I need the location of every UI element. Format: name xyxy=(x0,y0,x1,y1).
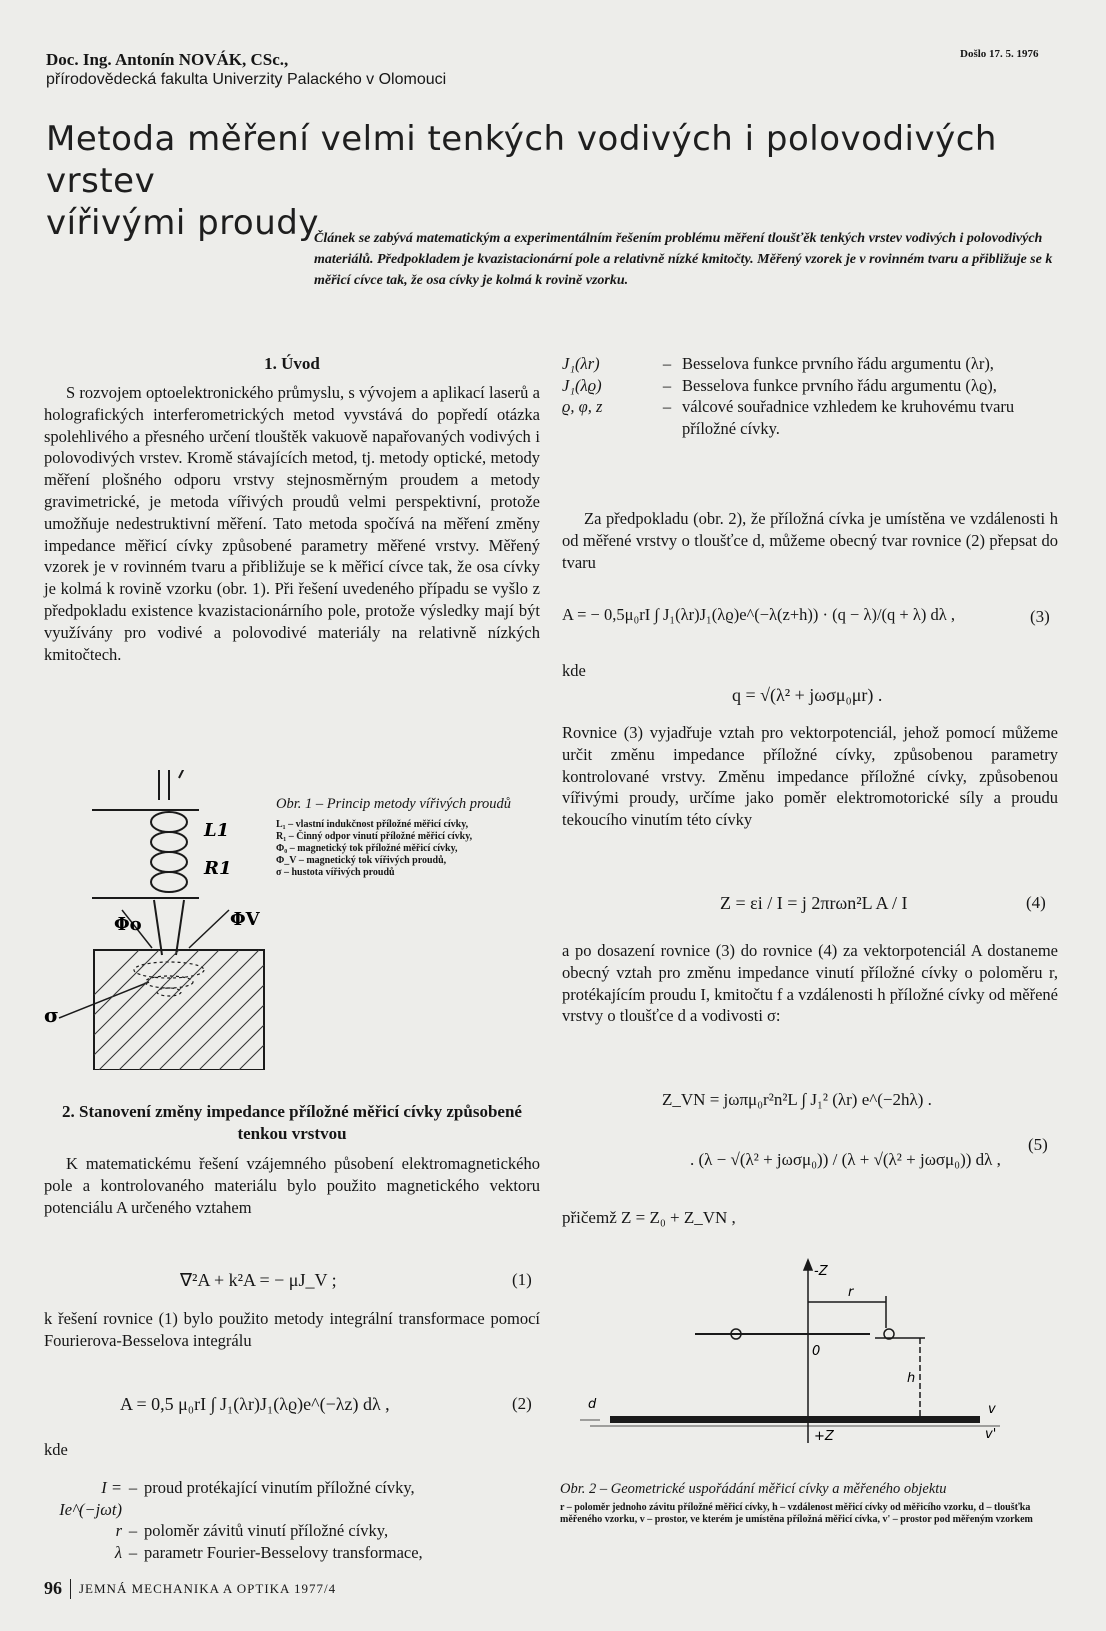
fig1-coil-turn xyxy=(151,872,187,892)
kde-label-right: kde xyxy=(562,661,586,680)
fig1-label-l1: L1 xyxy=(204,820,230,841)
fig1-label-phiv: ΦV xyxy=(230,909,260,930)
equation-5b: . (λ − √(λ² + jωσμ₀)) / (λ + √(λ² + jωσμ₀)) dλ , xyxy=(690,1150,1001,1169)
fig2-label-v-prime: v' xyxy=(985,1427,997,1442)
journal-name: JEMNÁ MECHANIKA A OPTIKA 1977/4 xyxy=(79,1580,337,1596)
fig2-label-v: v xyxy=(988,1402,996,1417)
right-paragraph-3: a po dosazení rovnice (3) do rovnice (4) za vektorpotenciál A dostaneme obecný vztah pro změnu impedance vinutí příložné cívky o poloměru r, protékajícím proudu I, kmitočtu f a vzdálenosti h příložné cívky od měřené vrstvy o tloušťce d a vodivosti σ: xyxy=(562,941,1058,1026)
fig2-caption-title: Obr. 2 – Geometrické uspořádání měřicí cívky a měřeného objektu xyxy=(560,1481,947,1497)
section-1-text: S rozvojem optoelektronického průmyslu, s vývojem a aplikací laserů a holografických interferometrických metod vyvstává do popředí otázka spolehlivého a přesného určení tlouštěk vakuově napařovaných vodivých i polovodivých vrstev. Kromě stávajících metod, tj. metody optické, metody měření plošného odporu vrstvy stejnosměrným proudem a metody gravimetrické, je metoda vířivých proudů velmi perspektivní, protože umožňuje nedestruktivní měření. Tato metoda spočívá na měření změny impedance měřicí cívky způsobené parametry měřené vrstvy. Měřený vzorek je v rovinném tvaru a přibližuje se k měřicí cívce tak, že osa cívky je kolmá k rovině vzorku (obr. 1). Při řešení uvedeného případu se vyšlo z předpokladu existence kvazistacionárního pole, protože výsledky mají být využívány pro vodivé a polovodivé materiály na relativně nízkých kmitočtech. xyxy=(44,383,540,664)
section-1-heading: 1. Úvod xyxy=(264,354,320,373)
affiliation: přírodovědecká fakulta Univerzity Palackého v Olomouci xyxy=(46,71,447,88)
fig1-field-line xyxy=(176,900,184,955)
page-footer xyxy=(44,1578,336,1599)
figure-2-caption xyxy=(560,1480,1060,1526)
fig2-axis-arrow xyxy=(804,1260,812,1270)
fig1-caption-line: Φ_V – magnetický tok vířivých proudů, xyxy=(276,855,447,866)
fig1-label-sigma: σ xyxy=(44,1003,59,1027)
equation-5-number: (5) xyxy=(1028,1135,1048,1154)
def-description: poloměr závitů vinutí příložné cívky, xyxy=(144,1521,389,1540)
equation-5a: Z_VN = jωπμ₀r²n²L ∫ J₁² (λr) e^(−2hλ) . xyxy=(662,1090,932,1109)
fig1-coil-turn xyxy=(151,812,187,832)
equation-4: Z = εi / I = j 2πrωn²L A / I xyxy=(720,893,908,913)
def-dash: – xyxy=(128,1478,138,1497)
fig2-label-plus-z: +Z xyxy=(814,1429,834,1444)
section-2-heading: 2. Stanovení změny impedance příložné měřicí cívky způsobené tenkou vrstvou xyxy=(62,1102,522,1143)
fig2-label-r: r xyxy=(848,1285,854,1300)
glossary-row xyxy=(562,353,1062,375)
section-2-text-1: K matematickému řešení vzájemného působení elektromagnetického pole a kontrolovaného materiálu bylo použito magnetického vektoru potenciálu A určeného vztahem xyxy=(44,1154,540,1217)
fig1-sigma-pointer xyxy=(59,982,149,1018)
footer-divider xyxy=(70,1579,71,1599)
fig1-coil-turn xyxy=(151,852,187,872)
fig1-caption-line: L₁ – vlastní indukčnost příložné měřicí cívky, xyxy=(276,819,469,830)
gloss-symbol: ϱ, φ, z xyxy=(562,397,603,416)
gloss-dash: – xyxy=(662,354,672,373)
definition-row xyxy=(40,1477,540,1520)
gloss-symbol: J₁(λϱ) xyxy=(562,375,602,395)
received-date: Došlo 17. 5. 1976 xyxy=(960,48,1039,60)
def-description: proud protékající vinutím příložné cívky, xyxy=(144,1478,415,1497)
equation-2: A = 0,5 μ₀rI ∫ J₁(λr)J₁(λϱ)e^(−λz) dλ , xyxy=(120,1394,390,1414)
right-paragraph-1: Za předpokladu (obr. 2), že příložná cívka je umístěna ve vzdálenosti h od měřené vrstvy o tloušťce d, můžeme obecný tvar rovnice (2) přepsat do tvaru xyxy=(562,509,1058,572)
kde-label: kde xyxy=(44,1440,68,1459)
title-line-1: Metoda měření velmi tenkých vodivých i polovodivých vrstev xyxy=(46,119,997,201)
page-title xyxy=(46,118,1106,244)
section-2-text-2: k řešení rovnice (1) bylo použito metody integrální transformace pomocí Fourierova-Besselova integrálu xyxy=(44,1309,540,1350)
fig2-label-d: d xyxy=(588,1397,597,1412)
glossary-row xyxy=(562,396,1062,439)
def-dash: – xyxy=(128,1521,138,1540)
fig1-caption-title: Obr. 1 – Princip metody vířivých proudů xyxy=(276,796,512,812)
fig2-label-minus-z: -Z xyxy=(814,1264,828,1279)
gloss-dash: – xyxy=(662,375,672,395)
fig2-label-h: h xyxy=(907,1371,916,1386)
symbol-definitions xyxy=(40,1477,540,1563)
equation-3b: q = √(λ² + jωσμ₀μr) . xyxy=(732,685,883,705)
right-paragraph-2: Rovnice (3) vyjadřuje vztah pro vektorpotenciál, jehož pomocí můžeme určit změnu impedance příložné cívky, způsobenou parametry kontrolované vrstvy. Změnu impedance příložné cívky, způsobenou vířivými proudy, určíme jako poměr elektromotorické síly a proudu tekoucího vinutím této cívky xyxy=(562,723,1058,830)
bessel-glossary xyxy=(562,353,1062,439)
equation-3: A = − 0,5μ₀rI ∫ J₁(λr)J₁(λϱ)e^(−λ(z+h)) · (q − λ)/(q + λ) dλ , xyxy=(562,605,955,624)
equation-1-number: (1) xyxy=(512,1270,532,1289)
fig2-sample-layer xyxy=(610,1416,980,1423)
def-symbol: I = Ie^(−jωt) xyxy=(59,1478,122,1519)
fig1-caption-line: σ – hustota vířivých proudů xyxy=(276,867,395,878)
definition-row xyxy=(40,1542,540,1564)
figure-2 xyxy=(580,1258,1020,1458)
fig2-label-origin: 0 xyxy=(812,1344,821,1359)
author: Doc. Ing. Antonín NOVÁK, CSc., xyxy=(46,50,289,69)
definition-row xyxy=(40,1520,540,1542)
fig1-caption-line: Φ₀ – magnetický tok příložné měřicí cívky, xyxy=(276,843,458,854)
glossary-row xyxy=(562,375,1062,397)
def-description: parametr Fourier-Besselovy transformace, xyxy=(144,1542,423,1562)
fig1-field-line xyxy=(154,900,162,955)
gloss-symbol: J₁(λr) xyxy=(562,354,600,373)
gloss-description: válcové souřadnice vzhledem ke kruhovému tvaru příložné cívky. xyxy=(682,397,1015,438)
fig1-phiv-pointer xyxy=(189,910,229,948)
gloss-description: Besselova funkce prvního řádu argumentu (λϱ), xyxy=(682,375,997,395)
def-symbol: r xyxy=(115,1521,122,1540)
gloss-description: Besselova funkce prvního řádu argumentu (λr), xyxy=(682,354,994,373)
figure-1-caption xyxy=(276,795,546,879)
equation-2-number: (2) xyxy=(512,1394,532,1413)
figure-1 xyxy=(44,770,274,1070)
fig1-label-r1: R1 xyxy=(204,858,232,879)
equation-1: ∇²A + k²A = − μJ_V ; xyxy=(180,1270,337,1290)
fig1-caption-line: R₁ – Činný odpor vinutí příložné měřicí cívky, xyxy=(276,831,473,842)
fig2-caption-text: r – poloměr jednoho závitu příložné měřicí cívky, h – vzdálenost měřicí cívky od měřicího vzorku, d – tloušťka měřeného vzorku, v – prostor, ve kterém je umístěna příložná měřicí cívka, v' – prostor pod měřeným vzorkem xyxy=(560,1502,1033,1525)
def-symbol: λ xyxy=(114,1542,122,1562)
equation-4-number: (4) xyxy=(1026,893,1046,912)
page-number: 96 xyxy=(44,1578,62,1598)
title-line-2: vířivými proudy xyxy=(46,203,319,243)
fig1-coil-turn xyxy=(151,832,187,852)
abstract: Článek se zabývá matematickým a experimentálním řešením problému měření tloušťěk tenkých vrstev vodivých i polovodivých materiálů. Předpokladem je kvazistacionární pole a relativně nízké kmitočty. Měřený vzorek je v rovinném tvaru a přibližuje se k měřicí cívce tak, že osa cívky je kolmá k rovině vzorku. xyxy=(314,231,1053,288)
fig1-field-line xyxy=(179,770,184,778)
fig1-label-phi0: Φo xyxy=(114,914,142,935)
def-dash: – xyxy=(128,1542,138,1562)
gloss-dash: – xyxy=(662,397,672,416)
equation-3-number: (3) xyxy=(1030,607,1050,626)
equation-5c: přičemž Z = Z₀ + Z_VN , xyxy=(562,1208,736,1227)
